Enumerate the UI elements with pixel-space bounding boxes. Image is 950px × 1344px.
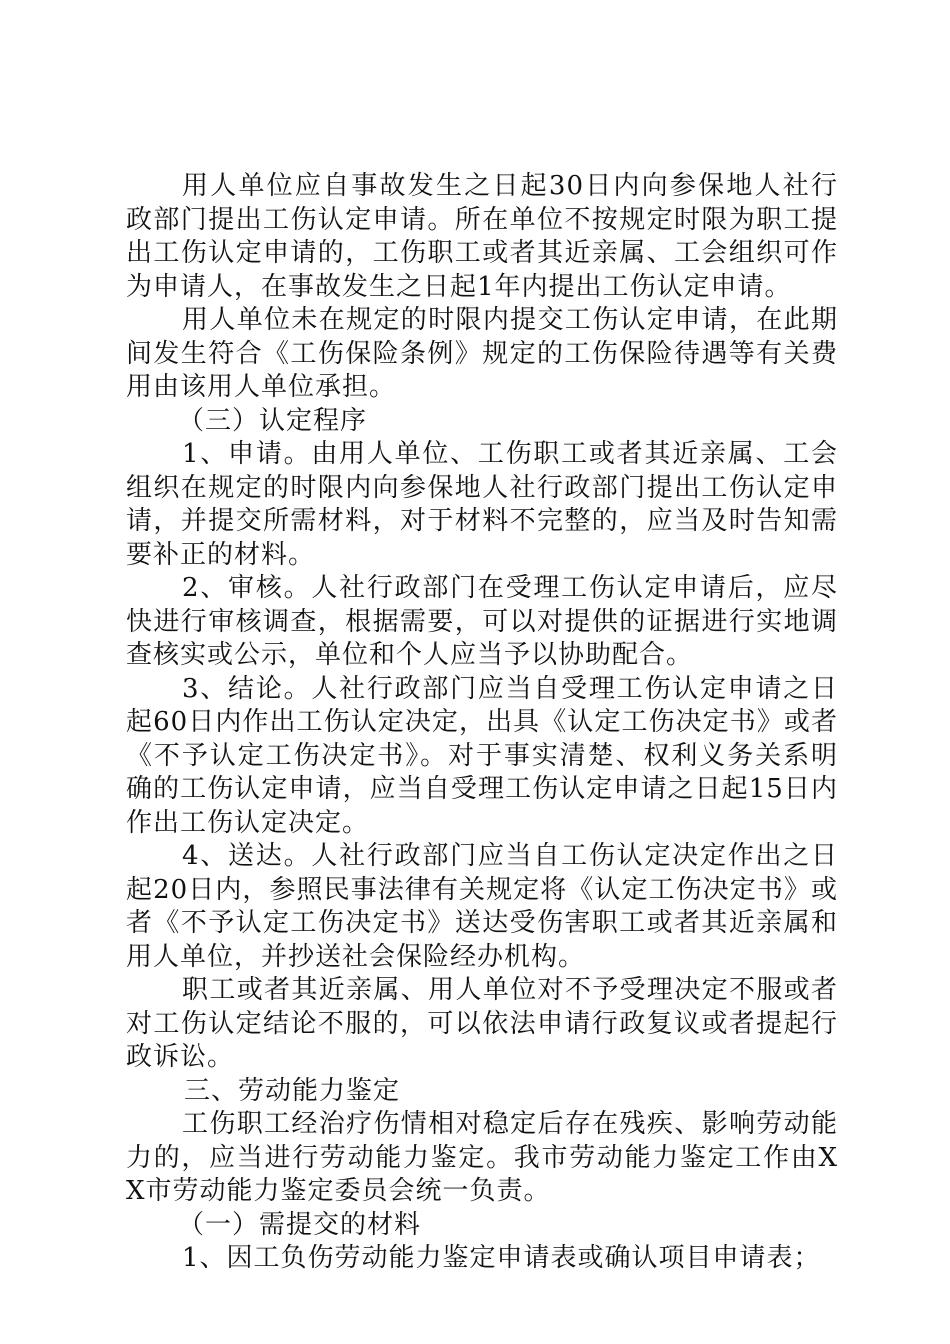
section-heading-procedure: （三）认定程序 xyxy=(178,405,368,436)
paragraph-step-review: 2、审核。人社行政部门在受理工伤认定申请后，应尽快进行审核调查，根据需要，可以对提供的证据进行实地调查核实或公示，单位和个人应当予以协助配合。 xyxy=(126,573,838,670)
paragraph-step-application: 1、申请。由用人单位、工伤职工或者其近亲属、工会组织在规定的时限内向参保地人社行政部门提出工伤认定申请，并提交所需材料，对于材料不完整的，应当及时告知需要补正的材料。 xyxy=(126,439,838,570)
section-heading-required-materials: （一）需提交的材料 xyxy=(178,1209,422,1240)
paragraph-report-deadline: 用人单位应自事故发生之日起30日内向参保地人社行政部门提出工伤认定申请。所在单位不按规定时限为职工提出工伤认定申请的，工伤职工或者其近亲属、工会组织可作为申请人，在事故发生之日起1年内提出工伤认定申请。 xyxy=(126,171,838,302)
paragraph-step-delivery: 4、送达。人社行政部门应当自工伤认定决定作出之日起20日内，参照民事法律有关规定将《认定工伤决定书》或者《不予认定工伤决定书》送达受伤害职工或者其近亲属和用人单位，并抄送社会保险经办机构。 xyxy=(126,841,838,972)
paragraph-capacity-assessment: 工伤职工经治疗伤情相对稳定后存在残疾、影响劳动能力的，应当进行劳动能力鉴定。我市劳动能力鉴定工作由XX市劳动能力鉴定委员会统一负责。 xyxy=(126,1109,838,1206)
section-heading-capacity-assessment: 三、劳动能力鉴定 xyxy=(184,1075,401,1106)
paragraph-employer-liability: 用人单位未在规定的时限内提交工伤认定申请，在此期间发生符合《工伤保险条例》规定的工伤保险待遇等有关费用由该用人单位承担。 xyxy=(126,305,838,402)
paragraph-step-conclusion: 3、结论。人社行政部门应当自受理工伤认定申请之日起60日内作出工伤认定决定，出具《认定工伤决定书》或者《不予认定工伤决定书》。对于事实清楚、权利义务关系明确的工伤认定申请，应当自受理工伤认定申请之日起15日内作出工伤认定决定。 xyxy=(126,673,838,838)
paragraph-appeal: 职工或者其近亲属、用人单位对不予受理决定不服或者对工伤认定结论不服的，可以依法申请行政复议或者提起行政诉讼。 xyxy=(126,975,838,1072)
document-body xyxy=(126,170,838,1276)
paragraph-material-item-1: 1、因工负伤劳动能力鉴定申请表或确认项目申请表； xyxy=(182,1243,821,1273)
